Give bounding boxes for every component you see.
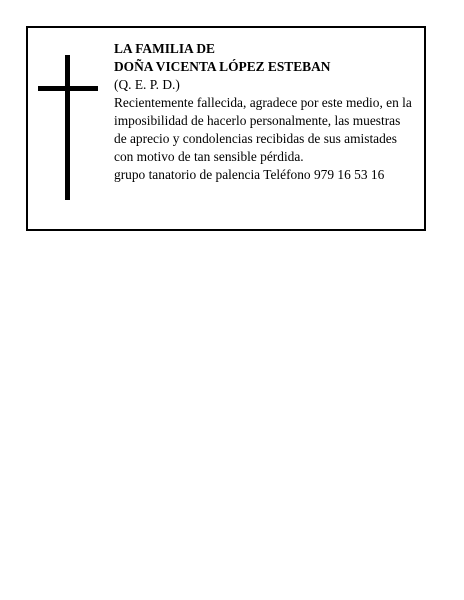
notice-heading-name: DOÑA VICENTA LÓPEZ ESTEBAN — [114, 59, 331, 74]
cross-horizontal-bar — [38, 86, 98, 91]
obituary-notice — [26, 26, 426, 231]
notice-body-line: Recientemente fallecida, agradece por este medio, en la — [114, 95, 412, 110]
cross-icon — [38, 55, 98, 200]
cross-vertical-bar — [65, 55, 70, 200]
notice-body-line: imposibilidad de hacerlo personalmente, las muestras — [114, 113, 401, 128]
notice-text — [114, 40, 424, 184]
notice-body-line: con motivo de tan sensible pérdida. — [114, 149, 304, 164]
notice-rip: (Q. E. P. D.) — [114, 77, 180, 92]
notice-contact: grupo tanatorio de palencia Teléfono 979 16 53 16 — [114, 167, 385, 182]
notice-heading-family: LA FAMILIA DE — [114, 41, 215, 56]
notice-body-line: de aprecio y condolencias recibidas de sus amistades — [114, 131, 397, 146]
